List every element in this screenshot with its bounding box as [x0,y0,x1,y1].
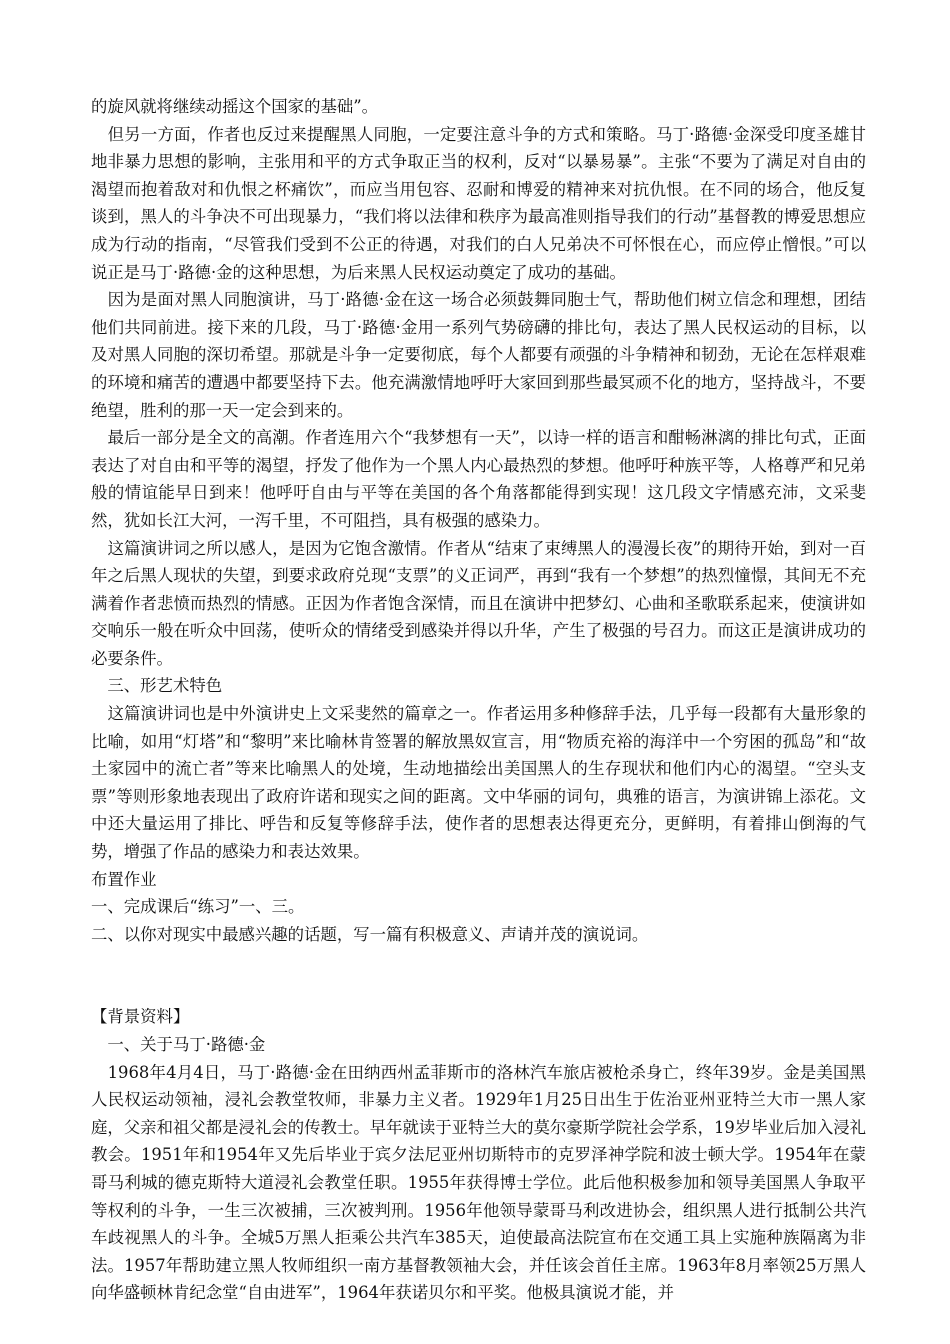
section-gap [91,948,866,1003]
paragraph-encouragement: 因为是面对黑人同胞演讲，马丁·路德·金在这一场合必须鼓舞同胞士气，帮助他们树立信念和理想，团结他们共同前进。接下来的几段，马丁·路德·金用一系列气势磅礴的排比句，表达了黑人民权运动的目标，以及对黑人同胞的深切希望。那就是斗争一定要彻底，每个人都要有顽强的斗争精神和韧劲，无论在怎样艰难的环境和痛苦的遭遇中都要坚持下去。他充满激情地呼吁大家回到那些最冥顽不化的地方，坚持战斗，不要绝望，胜利的那一天一定会到来的。 [91,290,866,420]
homework-item-1: 一、完成课后“练习”一、三。 [91,897,305,917]
document-page [91,93,866,1307]
section-heading-art-features: 三、形艺术特色 [91,676,223,696]
paragraph-strategy: 但另一方面，作者也反过来提醒黑人同胞，一定要注意斗争的方式和策略。马丁·路德·金深受印度圣雄甘地非暴力思想的影响，主张用和平的方式争取正当的权利，反对“以暴易暴”。主张“不要为了满足对自由的渴望而抱着敌对和仇恨之杯痛饮”，而应当用包容、忍耐和博爱的精神来对抗仇恨。在不同的场合，他反复谈到，黑人的斗争决不可出现暴力，“我们将以法律和秩序为最高准则指导我们的行动”基督教的博爱思想应成为行动的指南，“尽管我们受到不公正的待遇，对我们的白人兄弟决不可怀恨在心，而应停止憎恨。”可以说正是马丁·路德·金的这种思想，为后来黑人民权运动奠定了成功的基础。 [91,124,866,282]
background-heading: 【背景资料】 [91,1007,190,1027]
background-body: 1968年4月4日，马丁·路德·金在田纳西州孟菲斯市的洛林汽车旅店被枪杀身亡，终年39岁。金是美国黑人民权运动领袖，浸礼会教堂牧师，非暴力主义者。1929年1月25日出生于佐治亚州亚特兰大市一黑人家庭，父亲和祖父都是浸礼会的传教士。早年就读于亚特兰大的莫尔豪斯学院社会学系，19岁毕业后加入浸礼教会。1951年和1954年又先后毕业于宾夕法尼亚州切斯特市的克罗泽神学院和波士顿大学。1954年在蒙哥马利城的德克斯特大道浸礼会教堂任职。1955年获得博士学位。此后他积极参加和领导美国黑人争取平等权利的斗争，一生三次被捕，三次被判刑。1956年他领导蒙哥马利改进协会，组织黑人进行抵制公共汽车歧视黑人的斗争。全城5万黑人拒乘公共汽车385天，迫使最高法院宣布在交通工具上实施种族隔离为非法。1957年帮助建立黑人牧师组织一南方基督教领袖大会，并任该会首任主席。1963年8月率领25万黑人向华盛顿林肯纪念堂“自由进军”，1964年获诺贝尔和平奖。他极具演说才能，并 [91,1062,866,1303]
paragraph-rhetoric: 这篇演讲词也是中外演讲史上文采斐然的篇章之一。作者运用多种修辞手法，几乎每一段都有大量形象的比喻，如用“灯塔”和“黎明”来比喻林肯签署的解放黑奴宣言，用“物质充裕的海洋中一个穷困的孤岛”和“故土家园中的流亡者”等来比喻黑人的处境，生动地描绘出美国黑人的生存现状和他们内心的渴望。“空头支票”等则形象地表现出了政府许诺和现实之间的距离。文中华丽的词句，典雅的语言，为演讲锦上添花。文中还大量运用了排比、呼告和反复等修辞手法，使作者的思想表达得更充分，更鲜明，有着排山倒海的气势，增强了作品的感染力和表达效果。 [91,704,866,862]
paragraph-continuation: 的旋风就将继续动摇这个国家的基础”。 [91,97,379,116]
homework-heading: 布置作业 [91,869,157,889]
paragraph-passion: 这篇演讲词之所以感人，是因为它饱含激情。作者从“结束了束缚黑人的漫漫长夜”的期待开始，到对一百年之后黑人现状的失望，到要求政府兑现“支票”的义正词严，再到“我有一个梦想”的热烈憧憬，其间无不充满着作者悲愤而热烈的情感。正因为作者饱含深情，而且在演讲中把梦幻、心曲和圣歌联系起来，使演讲如交响乐一般在听众中回荡，使听众的情绪受到感染并得以升华，产生了极强的号召力。而这正是演讲成功的必要条件。 [91,538,866,668]
background-subheading: 一、关于马丁·路德·金 [91,1035,266,1054]
homework-item-2: 二、以你对现实中最感兴趣的话题，写一篇有积极意义、声请并茂的演说词。 [91,924,649,944]
paragraph-climax: 最后一部分是全文的高潮。作者连用六个“我梦想有一天”，以诗一样的语言和酣畅淋漓的排比句式，正面表达了对自由和平等的渴望，抒发了他作为一个黑人内心最热烈的梦想。他呼吁种族平等，人格尊严和兄弟般的情谊能早日到来！他呼吁自由与平等在美国的各个角落都能得到实现！这几段文字情感充沛，文采斐然，犹如长江大河，一泻千里，不可阻挡，具有极强的感染力。 [91,428,866,530]
